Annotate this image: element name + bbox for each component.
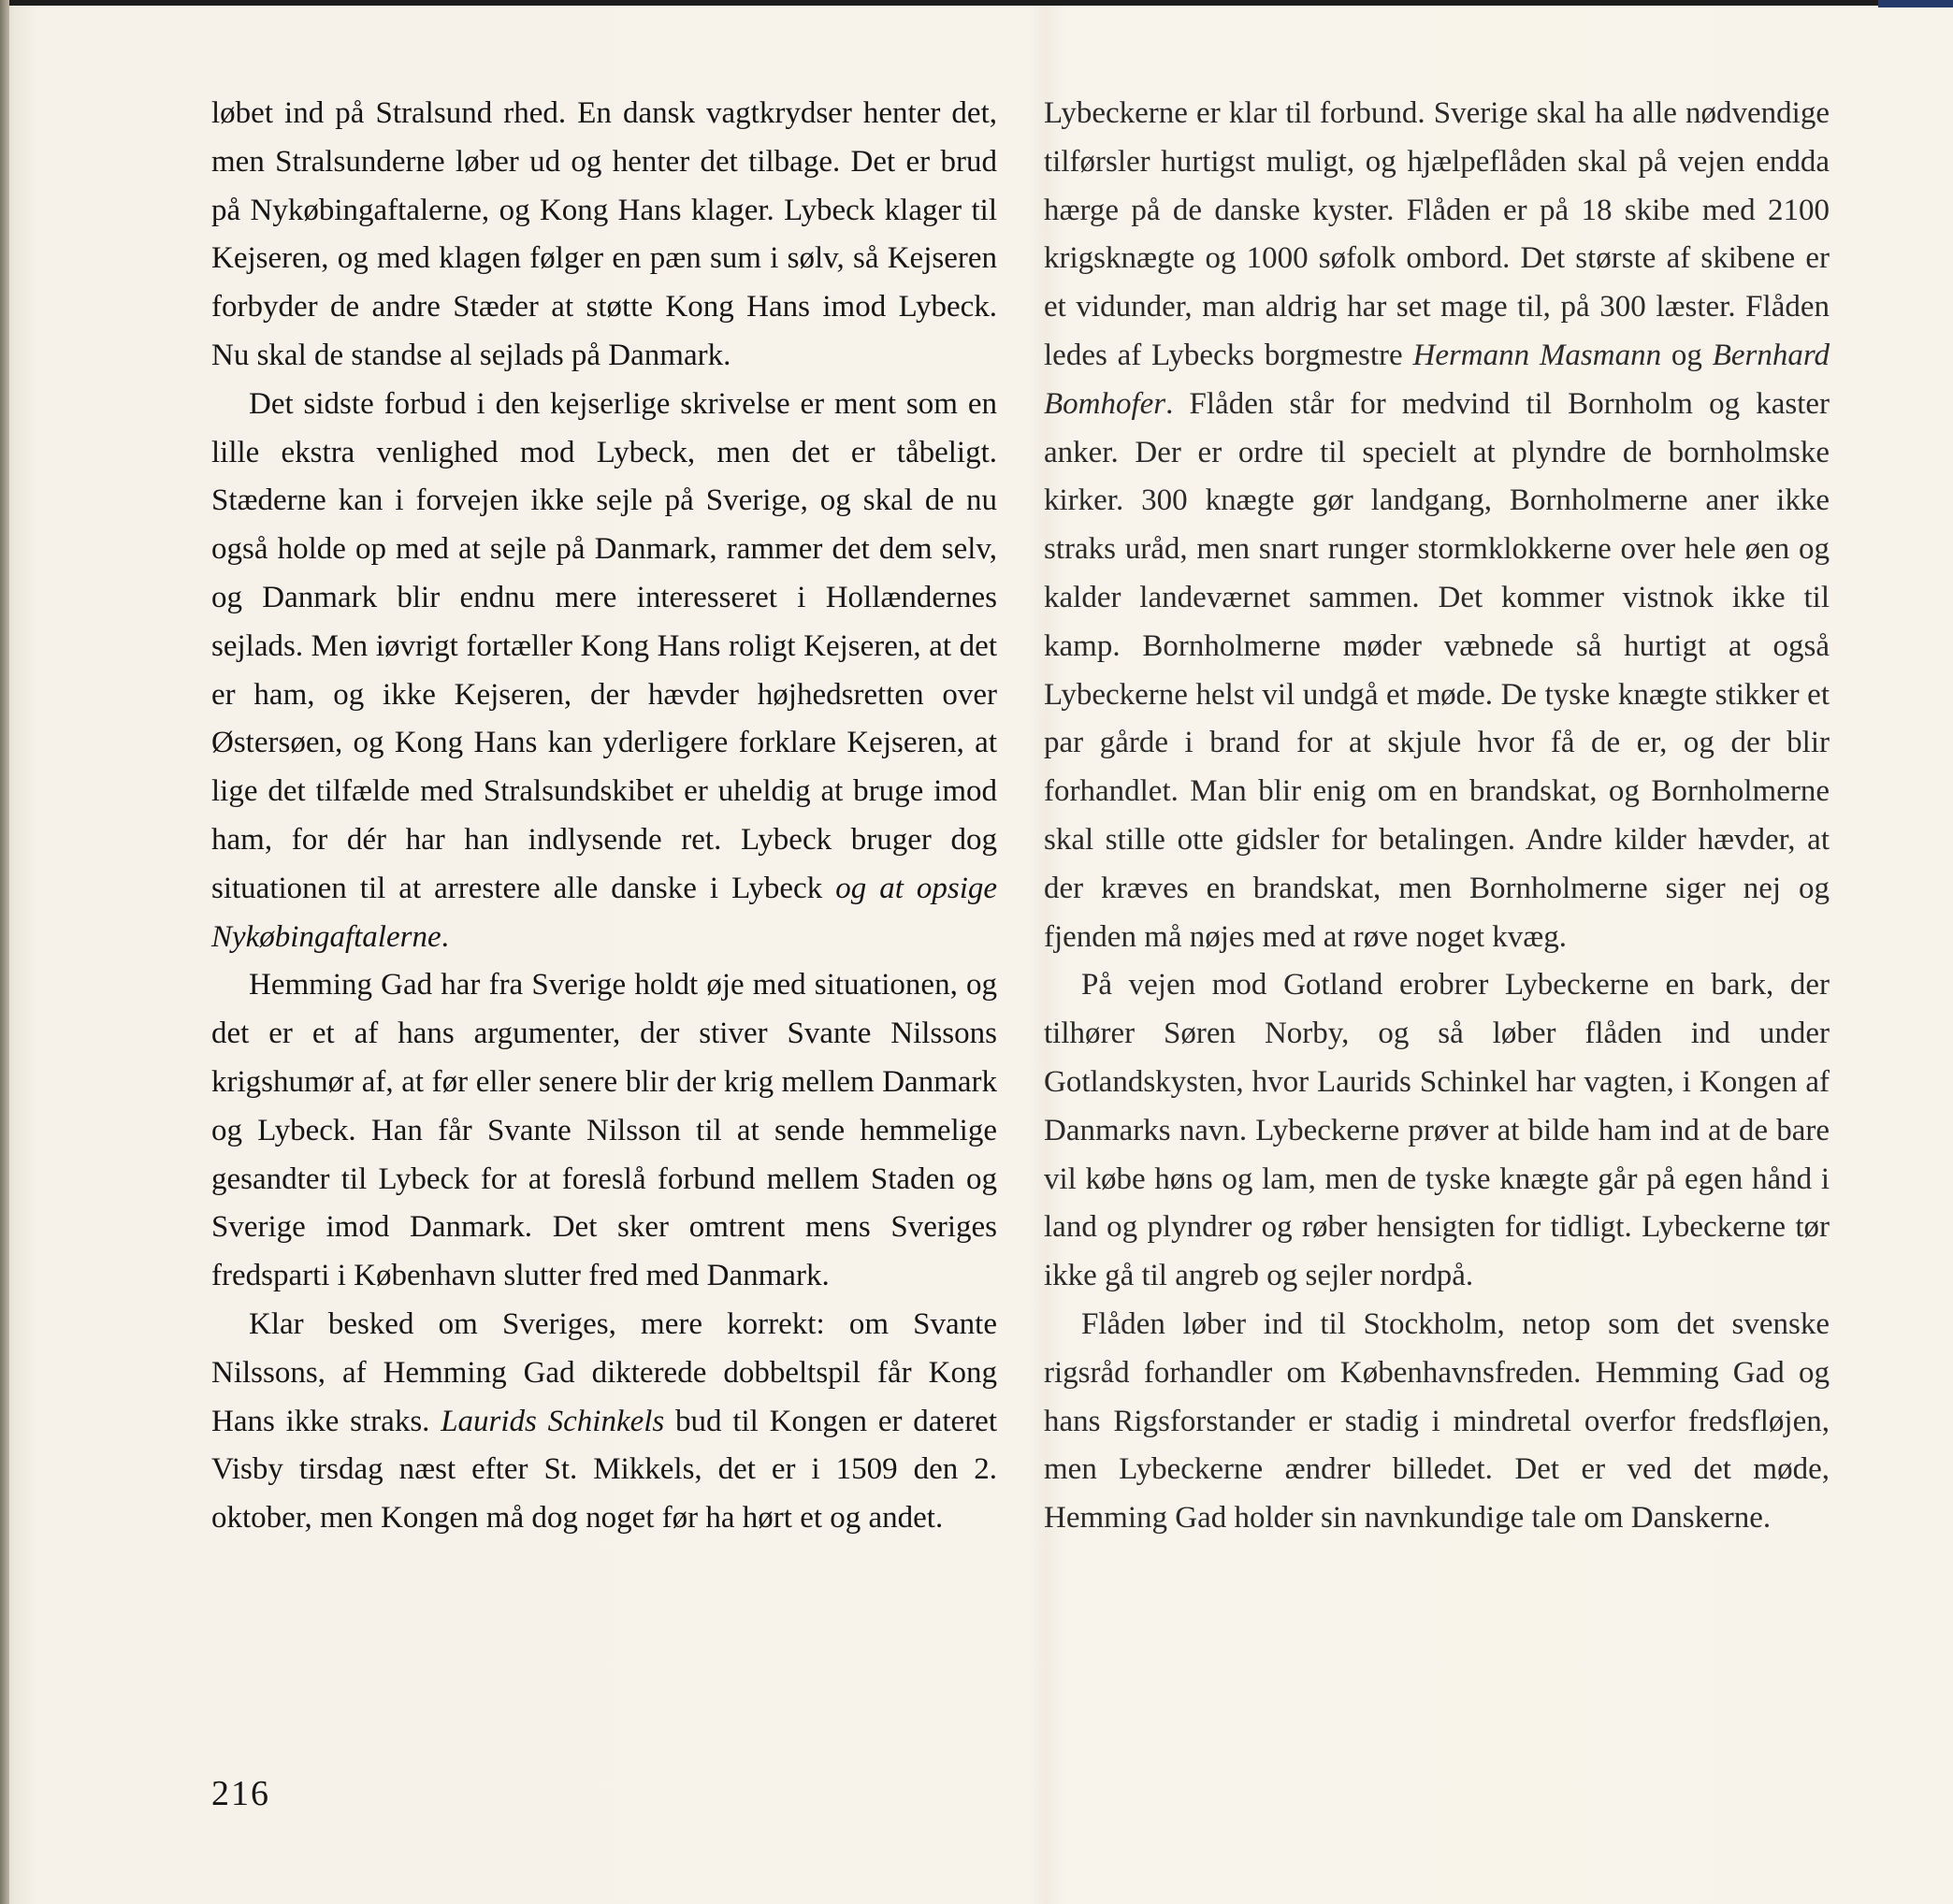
paragraph: Hemming Gad har fra Sverige holdt øje med situationen, og det er et af hans argumenter, der stiver Svante Nilssons krigshumør af, at før eller senere blir der krig mellem Danmark og Lybeck. Han får Svante Nilsson til at sende hemmelige gesandter til Lybeck for at foreslå forbund mellem Staden og Sverige imod Danmark. Det sker omtrent mens Sveriges fredsparti i København slutter fred med Danmark.: [211, 968, 997, 1293]
left-text-column: [211, 90, 997, 1543]
page-top-edge: [0, 0, 1953, 6]
italic-name: og at opsige Nykøbingaftalerne: [211, 871, 998, 954]
paragraph: Lybeckerne er klar til forbund. Sverige skal ha alle nødvendige tilførsler hurtigst muligt, og hjælpeflåden skal på vejen endda hærge på de danske kyster. Flåden er på 18 skibe med 2100 krigsknægte og 1000 søfolk ombord. Det største af skibene er et vidunder, man aldrig har set mage til, på 300 læster. Flåden ledes af Lybecks borgmestre Hermann Masmann og Bernhard Bomhofer. Flåden står for medvind til Bornholm og kaster anker. Der er ordre til specielt at plyndre de bornholmske kirker. 300 knægte gør landgang, Bornholmerne aner ikke straks uråd, men snart runger stormklokkerne over hele øen og kalder landeværnet sammen. Det kommer vistnok ikke til kamp. Bornholmerne møder væbnede så hurtigt at også Lybeckerne helst vil undgå et møde. De tyske knægte stikker et par gårde i brand for at skjule hvor få de er, og der blir forhandlet. Man blir enig om en brandskat, og Bornholmerne skal stille otte gidsler for betalingen. Andre kilder hævder, at der kræves en brandskat, men Bornholmerne siger nej og fjenden må nøjes med at røve noget kvæg.: [1044, 96, 1830, 954]
paragraph: Det sidste forbud i den kejserlige skrivelse er ment som en lille ekstra venlighed mod Lybeck, men det er tåbeligt. Stæderne kan i forvejen ikke sejle på Sverige, og skal de nu også holde op med at sejle på Danmark, rammer det dem selv, og Danmark blir endnu mere interesseret i Hollændernes sejlads. Men iøvrigt fortæller Kong Hans roligt Kejseren, at det er ham, og ikke Kejseren, der hævder højhedsretten over Østersøen, og Kong Hans kan yderligere forklare Kejseren, at lige det tilfælde med Stralsundskibet er uheldig at bruge imod ham, for dér har han indlysende ret. Lybeck bruger dog situationen til at arrestere alle danske i Lybeck og at opsige Nykøbingaftalerne.: [211, 386, 998, 954]
page-top-edge-binding: [1878, 0, 1953, 7]
italic-name: Bernhard Bomhofer: [1044, 338, 1830, 421]
paragraph: løbet ind på Stralsund rhed. En dansk vagtkrydser henter det, men Stralsunderne løber ud og henter det tilbage. Det er brud på Nykøbingaftalerne, og Kong Hans klager. Lybeck klager til Kejseren, og med klagen følger en pæn sum i sølv, så Kejseren forbyder de andre Stæder at støtte Kong Hans imod Lybeck. Nu skal de standse al sejlads på Danmark.: [211, 96, 997, 372]
paragraph: Klar besked om Sveriges, mere korrekt: om Svante Nilssons, af Hemming Gad dikterede dobbeltspil får Kong Hans ikke straks. Laurids Schinkels bud til Kongen er dateret Visby tirsdag næst efter St. Mikkels, det er i 1509 den 2. oktober, men Kongen må dog noget før ha hørt et og andet.: [211, 1306, 997, 1536]
italic-name: Laurids Schinkels: [441, 1404, 665, 1438]
page-gutter-shadow: [0, 0, 9, 1904]
italic-name: Hermann Masmann: [1412, 338, 1662, 372]
page-number: 216: [211, 1774, 270, 1813]
paragraph: Flåden løber ind til Stockholm, netop som det svenske rigsråd forhandler om Københavnsfreden. Hemming Gad og hans Rigsforstander er stadig i mindretal overfor fredsfløjen, men Lybeckerne ændrer billedet. Det er ved det møde, Hemming Gad holder sin navnkundige tale om Danskerne.: [1044, 1306, 1830, 1536]
paragraph: På vejen mod Gotland erobrer Lybeckerne en bark, der tilhører Søren Norby, og så løber flåden ind under Gotlandskysten, hvor Laurids Schinkel har vagten, i Kongen af Danmarks navn. Lybeckerne prøver at bilde ham ind at de bare vil købe høns og lam, men de tyske knægte går på egen hånd i land og plyndrer og røber hensigten for tidligt. Lybeckerne tør ikke gå til angreb og sejler nordpå.: [1044, 968, 1830, 1293]
right-text-column: [1044, 90, 1830, 1543]
